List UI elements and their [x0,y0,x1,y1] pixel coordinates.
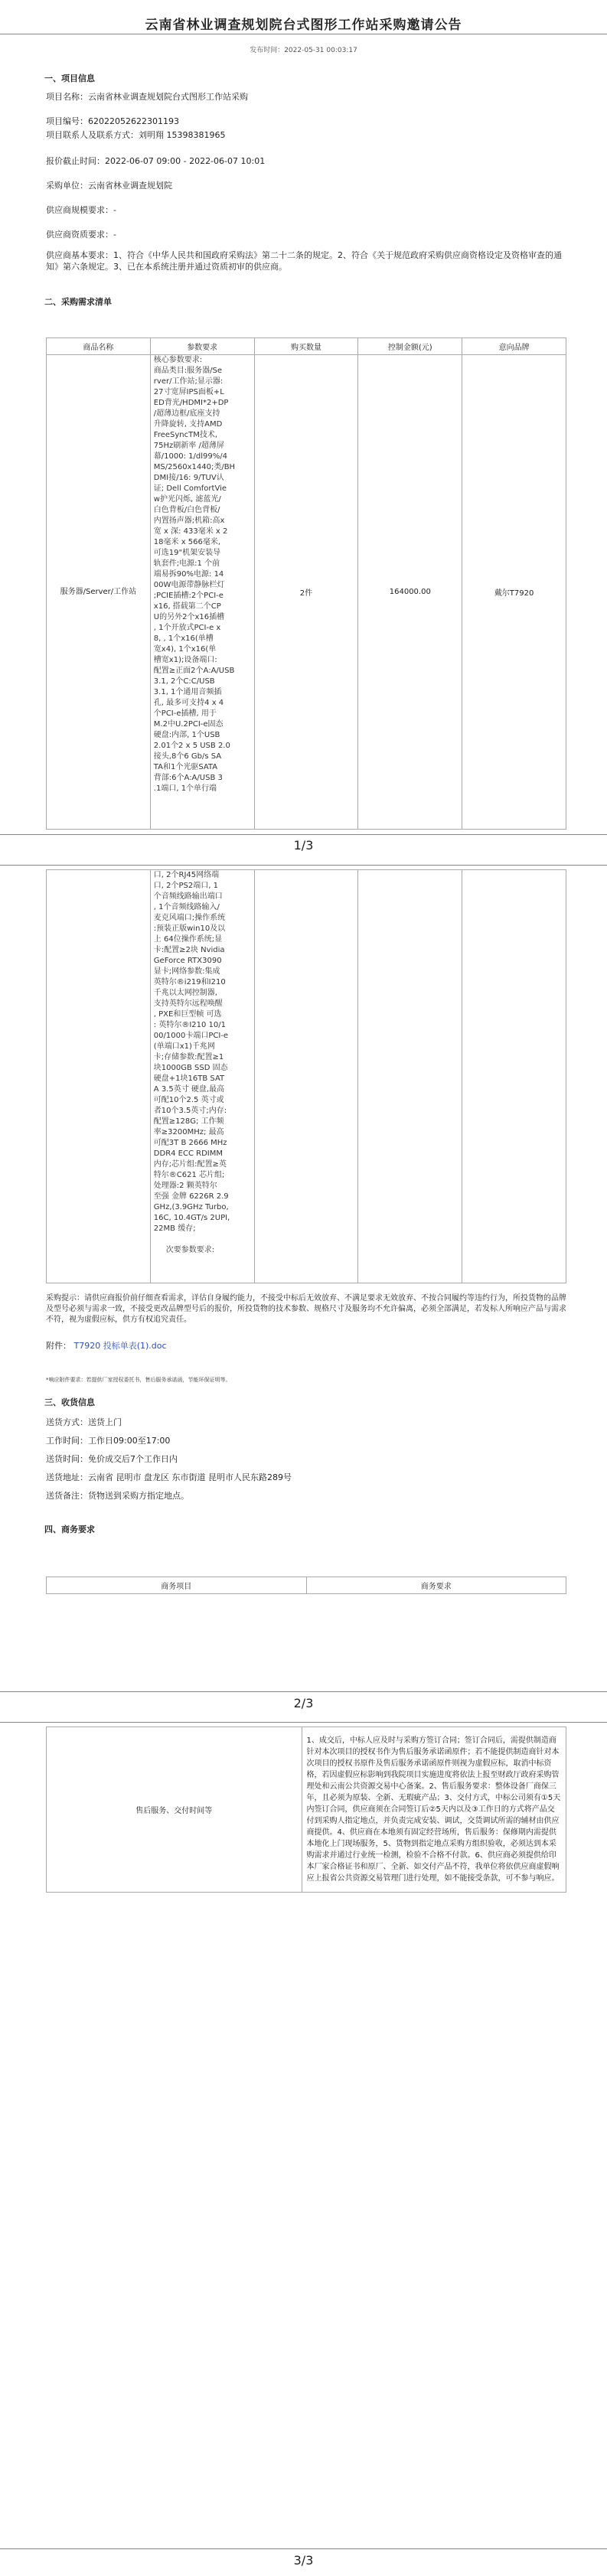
business-requirement-cell: 1、成交后，中标人应及时与采购方签订合同；签订合同后，需提供制造商针对本次项目的授权书作为售后服务承诺函原件；若不能提供制造商针对本次项目的授权书原件及售后服务承诺函原件则视为虚假应标，取消中标资格，若因虚假应标影响到我院项目实施进度将依法上报至财政厅政府采购管理处和云南公共资源交易中心备案。2、售后服务要求：整体设备厂商保三年，且必须为原装、全新、无瑕疵产品；3、交付方式，中标公司须有①5天内签订合同，供应商须在合同签订后②5天内以及③工作日的方式将产品交付到采购人指定地点，并负责完成安装、调试，交货调试所需的辅材由供应商提供。4、供应商在本地须有固定经营场所，售后服务：保修期内需提供本地化上门现场服务，5、货物到指定地点采购方组织验收，必须达到本采购需求并通过行业统一检测，检验不合格不付款。6、供应商必须提供给印本厂家合格证书和原厂、全新、如交付产品不符，我单位将依供应商虚假响应上报省公共资源交易管理门进行处理，如不能接受条款，可不参与响应。 [302,1727,566,1893]
attachment-row [46,1341,167,1351]
attachment-link[interactable]: T7920 投标单表(1).doc [73,1341,167,1351]
product-name-cell: 服务器/Server/工作站 [47,355,151,830]
spec-line: 背部:6个A:A/USB 3 [153,774,223,782]
spec-line: , 1个音频线路输入/ [153,903,220,911]
spec-line: .1端口, 1个单行端 [153,784,217,793]
spec-line: 白色背板/白色背板/ [153,506,220,514]
col-header-quantity: 购买数量 [254,338,358,355]
section-heading-business-requirements: 四、商务要求 [44,1524,95,1534]
spec-line: 幕/1000: 1/dl99%/4 [153,452,227,461]
spec-line: ;PCIE插槽:2个PCI-e [153,592,224,600]
spec-line: 00W电源带静脉栏灯 [153,581,225,589]
spec-line: 个PCI-e插槽, 用于 [153,709,217,718]
attachment-label: 附件： [46,1341,71,1351]
spec-line: 卡;存储参数:配置≥1 [153,1053,224,1061]
spec-line: 块1000GB SSD 固态 [153,1064,228,1072]
table-row [47,1727,566,1893]
col-header-business-requirement: 商务要求 [306,1577,566,1594]
page-break-line [0,865,607,866]
spec-line: 轨套件;电源:1 个前 [153,559,220,568]
spec-line: 宽x4), 1个x16(单 [153,645,217,654]
spec-line: 16C, 10.4GT/s 2UPI, [153,1214,230,1222]
spec-line: 支持英特尔远程唤醒 [153,999,223,1008]
delivery-time: 送货时间：免价成交后7个工作日内 [46,1454,178,1464]
spec-line: 处理器:2 颗英特尔 [153,1182,217,1190]
spec-cell-part2 [150,870,254,1283]
business-item-cell: 售后服务、交付时间等 [47,1727,302,1893]
spec-line: TA和1个光驱SATA [153,763,218,771]
page-break-line [0,1691,607,1692]
spec-line: GeForce RTX3090 [153,957,222,965]
spec-line: 千兆以太网控制器, [153,989,217,997]
project-name: 项目名称：云南省林业调查规划院台式图形工作站采购 [46,92,248,102]
spec-line: DMI接/16: 9/TUV认 [153,474,224,482]
spec-line: 内存;芯片组:配置≥英 [153,1160,227,1169]
spec-line: 配置≥128G; 工作频 [153,1117,224,1126]
spec-line: 口, 2个RJ45网络端 [153,871,220,879]
section-heading-procurement-list: 二、采购需求清单 [44,297,112,307]
col-header-spec: 参数要求 [150,338,254,355]
brand-cell: 戴尔T7920 [462,355,566,830]
spec-line: 特尔®C621 芯片组; [153,1171,225,1179]
delivery-method: 送货方式：送货上门 [46,1417,122,1427]
spec-line: 可配3T B 2666 MHz [153,1139,227,1147]
spec-line: 8, , 1个x16(单槽 [153,634,214,643]
attachment-fine-print: *响应附件要求：若提供厂家授权委托书，售后服务承诺函，节能环保证明等。 [46,1377,231,1383]
spec-line: 核心参数要求: [153,356,203,364]
spec-line: 率≥3200MHz; 最高 [153,1128,224,1136]
spec-line: 75Hz刷新率 /超薄屏 [153,442,224,450]
spec-line: 槽宽x1);设备端口: [153,656,217,664]
vendor-scale-requirement: 供应商规模要求：- [46,205,116,215]
col-header-product-name: 商品名称 [47,338,151,355]
quantity-cell: 2件 [254,355,358,830]
spec-line: A 3.5英寸 硬盘,最高 [153,1085,225,1094]
spec-cell-part1 [150,355,254,830]
spec-line: 端易拆90%电源: 14 [153,570,224,579]
spec-line: 者10个3.5英寸;内存: [153,1107,227,1115]
section-heading-project-info: 一、项目信息 [44,73,95,83]
spec-line: 可配10个2.5 英寸或 [153,1096,224,1104]
spec-line: x16, 搭载第二个CP [153,602,221,611]
page-break-line [0,2548,607,2549]
spec-line: MS/2560x1440;类/BH [153,463,236,471]
spec-line: /超薄边框/底座支持 [153,409,220,418]
page-break-line [0,834,607,835]
col-header-brand: 意向品牌 [462,338,566,355]
spec-line: 配置≥正面2个A:A/USB [153,667,235,675]
spec-line: GHz,(3.9GHz Turbo, [153,1203,229,1211]
spec-line: 27寸宽屏IPS面板+L [153,388,224,396]
spec-line: 22MB 缓存; [153,1224,196,1233]
spec-line: ED背光/HDMI*2+DP [153,399,229,407]
spec-line: 00/1000卡端口PCI-e [153,1032,229,1040]
spec-line: , 1个开放式PCI-e x [153,624,221,632]
spec-line: 显卡;网络参数:集成 [153,967,220,976]
spec-line: 英特尔®i219和I210 [153,978,226,986]
spec-line: U的另外2个x16插槽 [153,613,225,621]
empty-cell [462,870,566,1283]
spec-line: 3.1, 1个通用音频插 [153,688,222,696]
publish-date: 发布时间：2022-05-31 00:03:17 [250,47,357,54]
spec-lines-part1 [151,355,254,794]
spec-lines-part2 [151,870,254,1234]
spec-line: , PXE和巨型帧 可选 [153,1010,222,1019]
spec-line: 口, 2个PS2端口, 1 [153,882,218,890]
spec-line: 接头,8个6 Gb/s SA [153,752,222,761]
spec-line: 上 64位操作系统;显 [153,935,223,944]
spec-line: 证; Dell ComfortVie [153,484,227,493]
empty-cell [254,870,358,1283]
spec-line: 可选19"机架安装导 [153,549,221,557]
spec-line: 孔, 最多可支持4 x 4 [153,699,224,707]
spec-line: 升降旋转, 支持AMD [153,420,223,429]
delivery-address: 送货地址：云南省 昆明市 盘龙区 东市街道 昆明市人民东路289号 [46,1472,292,1482]
empty-cell [358,870,462,1283]
table-row [47,355,566,830]
spec-line: 3.1, 2个C:C/USB [153,677,215,686]
spec-line: w护光闪烁, 滤蓝光/ [153,495,221,504]
amount-cell: 164000.00 [358,355,462,830]
page-number-3: 3/3 [293,2553,314,2568]
table-row [47,870,566,1283]
procurement-reminder: 采购提示：请供应商报价前仔细查看需求，详估自身履约能力，不接受中标后无效放弃、不满足要求无效放弃、不按合同履约等违约行为，所投货物的品牌及型号必须与需求一致，不接受更改品牌型号后的报价，所投货物的技术参数、规格尺寸及服务均不允许偏离，必须全部满足，若发标人所响应产品与需求不符，视为虚假应标，供方有权追究责任。 [46,1294,566,1324]
spec-line: 硬盘+1块16TB SAT [153,1074,225,1083]
buyer-unit: 采购单位：云南省林业调查规划院 [46,181,172,191]
secondary-spec-heading: 次要参数要求: [165,1246,215,1254]
page-break-line [0,1722,607,1723]
col-header-amount: 控制金额(元) [358,338,462,355]
page-number-1: 1/3 [293,838,314,853]
spec-line: 至强 金牌 6226R 2.9 [153,1192,229,1201]
section-heading-delivery-info: 三、收货信息 [44,1397,95,1407]
spec-line: DDR4 ECC RDIMM [153,1149,224,1158]
quote-deadline: 报价截止时间：2022-06-07 09:00 - 2022-06-07 10:01 [46,156,266,166]
spec-line: 18毫米 x 566毫米, [153,538,221,546]
spec-line: rver/工作站;显示器: [153,377,224,386]
delivery-remark: 送货备注：货物送到采购方指定地点。 [46,1491,189,1501]
spec-line: (单端口x1)千兆网 [153,1042,215,1051]
business-table-body [46,1727,566,1893]
project-number: 项目编号：62022052622301193 [46,116,179,126]
spec-line: 个音频线路输出端口 [153,892,223,901]
empty-cell [47,870,151,1283]
spec-line: 2.01个2 x 5 USB 2.0 [153,742,230,750]
spec-line: M.2中U.2PCI-e固态 [153,720,224,729]
business-table-header [46,1577,566,1594]
spec-line: 卡:配置≥2块 Nvidia [153,946,225,954]
procurement-table-part1 [46,337,566,830]
vendor-qualification-requirement: 供应商资质要求：- [46,230,116,240]
spec-line: 内置扬声器;机箱:高x [153,517,225,525]
spec-line: 硬盘:内部, 1个USB [153,731,220,739]
vendor-basic-requirement: 供应商基本要求：1、符合《中华人民共和国政府采购法》第二十二条的规定。2、符合《关于规范政府采购供应商资格设定及资格审查的通知》第六条规定。3、已在本系统注册并通过资质初审的供应商。 [46,250,562,272]
spec-line: : 英特尔®I210 10/1 [153,1021,227,1029]
page-number-2: 2/3 [293,1696,314,1710]
spec-line: 商品类目:服务器/Se [153,367,223,375]
project-contact: 项目联系人及联系方式：刘明翔 15398381965 [46,130,226,140]
spec-line: FreeSyncTM技术, [153,431,218,439]
page-title: 云南省林业调查规划院台式图形工作站采购邀请公告 [145,18,462,33]
procurement-table-part2 [46,869,566,1283]
spec-line: 宽 x 深: 433毫米 x 2 [153,527,228,536]
col-header-business-item: 商务项目 [47,1577,307,1594]
spec-line: :预装正版win10及以 [153,924,226,933]
spec-line: 麦克风端口;操作系统 [153,914,226,922]
work-time: 工作时间：工作日09:00至17:00 [46,1436,171,1446]
